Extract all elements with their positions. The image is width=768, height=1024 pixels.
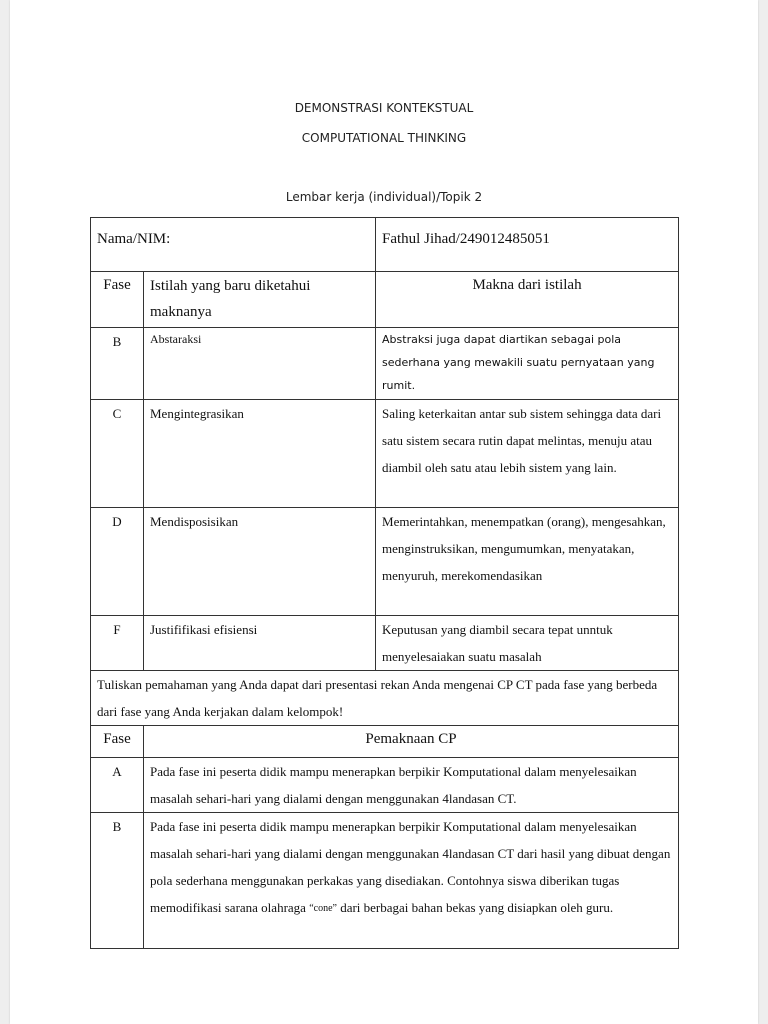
row-makna: Abstraksi juga dapat diartikan sebagai pola sederhana yang mewakili suatu pernyataan yang rumit. [376,328,679,400]
worksheet-separator: / [436,190,441,204]
row-fase: B [91,328,144,400]
row-istilah: Justififikasi efisiensi [144,616,376,671]
worksheet-type: Lembar kerja (individual) [285,190,437,204]
table1-header-row [91,272,679,328]
row-pemaknaan-cone: “cone” [309,903,337,914]
instruction-row [91,671,679,726]
instruction-text: Tuliskan pemahaman yang Anda dapat dari presentasi rekan Anda mengenai CP CT pada fase yang berbeda dari fase yang Anda kerjakan dalam kelompok! [91,671,679,726]
table-row [91,400,679,508]
row-pemaknaan [144,813,679,949]
row-makna: Memerintahkan, menempatkan (orang), mengesahkan, menginstruksikan, mengumumkan, menyatakan, menyuruh, merekomendasikan [376,508,679,616]
row-pemaknaan: Pada fase ini peserta didik mampu menerapkan berpikir Komputational dalam menyelesaikan masalah sehari-hari yang dialami dengan menggunakan 4landasan CT. [144,758,679,813]
row-fase: C [91,400,144,508]
row-fase: A [91,758,144,813]
header-fase: Fase [91,726,144,758]
row-makna: Keputusan yang diambil secara tepat unntuk menyelesaiakan suatu masalah [376,616,679,671]
table-row [91,813,679,949]
worksheet-label [0,190,768,204]
row-fase: B [91,813,144,949]
row-makna: Saling keterkaitan antar sub sistem sehingga data dari satu sistem secara rutin dapat melintas, menuju atau diambil oleh satu atau lebih sistem yang lain. [376,400,679,508]
table-row [91,616,679,671]
name-label: Nama/NIM: [91,218,376,272]
row-pemaknaan-text-end: dari berbagai bahan bekas yang disiapkan oleh guru. [336,900,614,915]
row-istilah: Mengintegrasikan [144,400,376,508]
worksheet-table [90,217,679,949]
header-fase: Fase [91,272,144,328]
header-istilah: Istilah yang baru diketahui maknanya [144,272,376,328]
table-row [91,758,679,813]
identity-row [91,218,679,272]
row-fase: F [91,616,144,671]
table2-header-row [91,726,679,758]
document-subtitle: COMPUTATIONAL THINKING [301,131,467,145]
row-pemaknaan-text: Pada fase ini peserta didik mampu menerapkan berpikir Komputational dalam menyelesaikan masalah sehari-hari yang dialami dengan menggunakan 4landasan CT dari hasil yang dibuat dengan pola sederhana menggunakan perkakas yang disediakan. Contohnya siswa diberikan tugas memodifikasi sarana olahraga [150,819,671,915]
document-title: DEMONSTRASI KONTEKSTUAL [294,101,474,115]
header-pemaknaan: Pemaknaan CP [144,726,679,758]
row-fase: D [91,508,144,616]
header-makna: Makna dari istilah [376,272,679,328]
table-row [91,328,679,400]
row-istilah: Mendisposisikan [144,508,376,616]
row-istilah: Abstaraksi [144,328,376,400]
name-value: Fathul Jihad/249012485051 [376,218,679,272]
table-row [91,508,679,616]
worksheet-topic: Topik 2 [440,190,483,204]
